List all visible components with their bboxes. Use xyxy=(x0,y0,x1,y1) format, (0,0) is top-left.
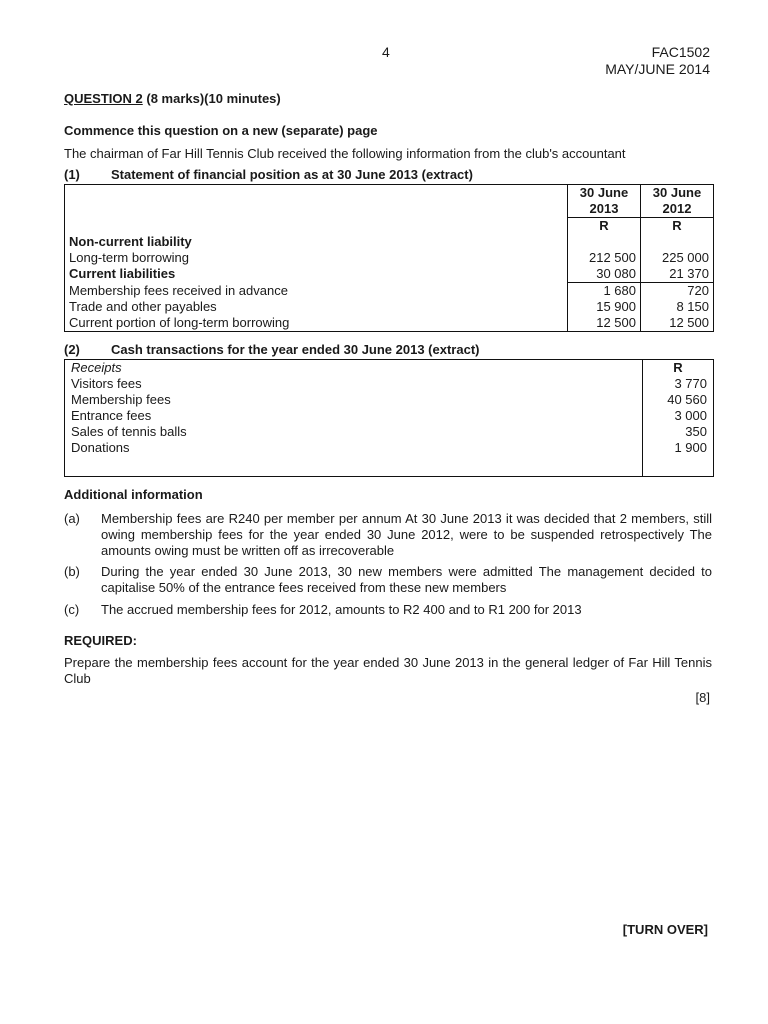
item-text: The accrued membership fees for 2012, amounts to R2 400 and to R1 200 for 2013 xyxy=(101,602,582,617)
row-label: Long-term borrowing xyxy=(65,250,568,266)
receipts-label: Receipts xyxy=(65,360,643,377)
item-label: (b) xyxy=(64,564,80,579)
row-label: Visitors fees xyxy=(65,376,643,392)
row-label: Current liabilities xyxy=(65,266,568,283)
row-value: 3 770 xyxy=(643,376,714,392)
section1-number: (1) xyxy=(64,167,80,182)
table-row xyxy=(65,234,714,250)
value-2013: 15 900 xyxy=(568,299,641,315)
col-head-unit: R xyxy=(643,360,714,377)
row-value: 40 560 xyxy=(643,392,714,408)
col-head-2012-unit: R xyxy=(641,218,714,235)
value-2013: 30 080 xyxy=(568,266,641,283)
question-title: QUESTION 2 xyxy=(64,91,143,106)
col-head-2013-unit: R xyxy=(568,218,641,235)
item-text: During the year ended 30 June 2013, 30 new members were admitted The management decided to capitalise 50% of the entrance fees received from these new members xyxy=(101,564,712,595)
item-label: (c) xyxy=(64,602,80,617)
table-header-row xyxy=(65,360,714,377)
col-head-2013-line1: 30 June xyxy=(568,185,641,202)
table-header-row xyxy=(65,201,714,218)
section2-number: (2) xyxy=(64,342,80,357)
value-2012: 8 150 xyxy=(641,299,714,315)
section2-title: Cash transactions for the year ended 30 June 2013 (extract) xyxy=(111,342,480,357)
value-2012: 225 000 xyxy=(641,250,714,266)
table-row xyxy=(65,392,714,408)
value-2013: 12 500 xyxy=(568,315,641,332)
table-header-row xyxy=(65,218,714,235)
course-code: FAC1502 xyxy=(651,44,710,60)
row-value: 350 xyxy=(643,424,714,440)
row-label: Donations xyxy=(65,440,643,456)
table-row xyxy=(65,315,714,332)
row-label: Membership fees received in advance xyxy=(65,283,568,300)
question-instruction: Commence this question on a new (separate) page xyxy=(64,123,378,138)
table-row xyxy=(65,456,714,477)
table-row xyxy=(65,299,714,315)
value-2012: 21 370 xyxy=(641,266,714,283)
question-marks-time: (8 marks)(10 minutes) xyxy=(142,91,281,106)
item-text: Membership fees are R240 per member per annum At 30 June 2013 it was decided that 2 members, still owing membership fees for the year ended 30 June 2012, were to be suspended retrospectively The amounts owing must be written off as irrecoverable xyxy=(101,511,712,558)
exam-session: MAY/JUNE 2014 xyxy=(605,61,710,77)
row-label: Non-current liability xyxy=(65,234,568,250)
table-row xyxy=(65,266,714,283)
required-text: Prepare the membership fees account for the year ended 30 June 2013 in the general ledger of Far Hill Tennis Club xyxy=(64,655,712,686)
turn-over: [TURN OVER] xyxy=(622,922,708,937)
table-row xyxy=(65,424,714,440)
value-2013: 1 680 xyxy=(568,283,641,300)
cash-transactions-table xyxy=(64,359,714,477)
row-label: Trade and other payables xyxy=(65,299,568,315)
row-label: Membership fees xyxy=(65,392,643,408)
col-head-2012-line1: 30 June xyxy=(641,185,714,202)
value-2012: 720 xyxy=(641,283,714,300)
row-value: 3 000 xyxy=(643,408,714,424)
col-head-2013-line2: 2013 xyxy=(568,201,641,218)
row-value: 1 900 xyxy=(643,440,714,456)
table-row xyxy=(65,283,714,300)
table-row xyxy=(65,250,714,266)
additional-heading: Additional information xyxy=(64,487,203,502)
required-heading: REQUIRED: xyxy=(64,633,137,648)
page-number: 4 xyxy=(382,44,390,60)
col-head-2012-line2: 2012 xyxy=(641,201,714,218)
question-heading xyxy=(64,91,281,106)
value-2012: 12 500 xyxy=(641,315,714,332)
question-total-marks: [8] xyxy=(695,690,710,705)
section1-title: Statement of financial position as at 30 June 2013 (extract) xyxy=(111,167,473,182)
question-intro: The chairman of Far Hill Tennis Club received the following information from the club's accountant xyxy=(64,146,626,161)
table-row xyxy=(65,376,714,392)
table-header-row xyxy=(65,185,714,202)
row-label: Sales of tennis balls xyxy=(65,424,643,440)
row-label: Current portion of long-term borrowing xyxy=(65,315,568,332)
item-label: (a) xyxy=(64,511,80,526)
table-row xyxy=(65,440,714,456)
row-label: Entrance fees xyxy=(65,408,643,424)
financial-position-table xyxy=(64,184,714,332)
table-row xyxy=(65,408,714,424)
value-2013: 212 500 xyxy=(568,250,641,266)
